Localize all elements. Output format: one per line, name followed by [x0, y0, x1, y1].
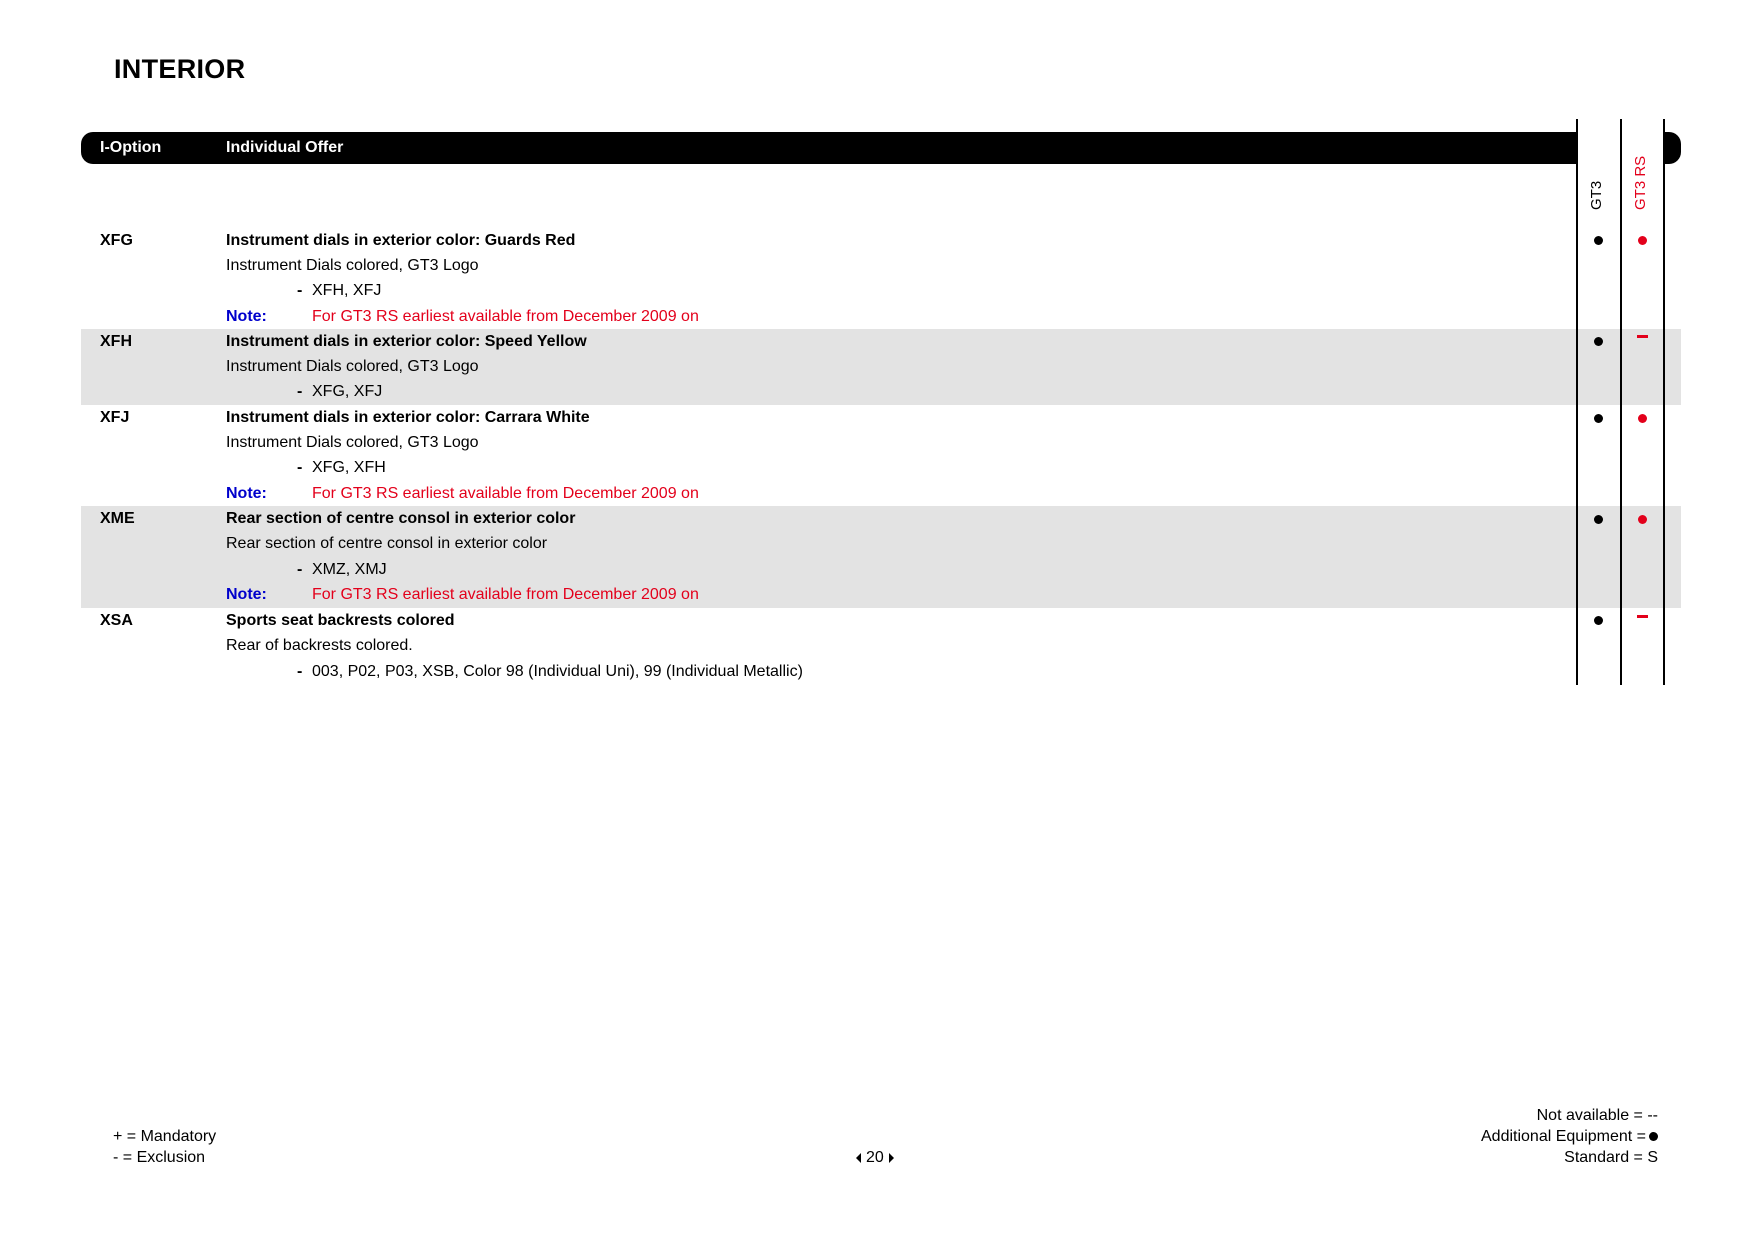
page-number: 20	[866, 1149, 884, 1166]
legend-exclusion: - = Exclusion	[113, 1149, 206, 1166]
option-title: Rear section of centre consol in exterior color	[226, 510, 576, 527]
option-exclusions: XMZ, XMJ	[312, 561, 387, 578]
legend-mandatory: + = Mandatory	[113, 1128, 217, 1145]
column-divider	[1576, 119, 1578, 685]
option-exclusions: XFG, XFJ	[312, 383, 383, 400]
next-page-icon[interactable]	[889, 1153, 894, 1163]
column-divider	[1620, 119, 1622, 685]
option-description: Rear section of centre consol in exterior color	[226, 535, 548, 552]
exclusion-marker: -	[297, 663, 303, 680]
option-row	[81, 228, 1681, 329]
page-title: INTERIOR	[114, 54, 246, 84]
option-exclusions: XFH, XFJ	[312, 282, 382, 299]
option-row	[81, 329, 1681, 405]
availability-dot-gt3	[1594, 414, 1603, 423]
option-exclusions: 003, P02, P03, XSB, Color 98 (Individual Uni), 99 (Individual Metallic)	[312, 663, 803, 680]
legend-left	[113, 1126, 216, 1168]
option-row	[81, 608, 1681, 685]
column-header-gt3: GT3	[1588, 180, 1605, 210]
exclusion-marker: -	[297, 383, 303, 400]
option-code: XFJ	[100, 409, 130, 426]
option-description: Instrument Dials colored, GT3 Logo	[226, 257, 479, 274]
legend-right	[1481, 1105, 1658, 1168]
option-title: Instrument dials in exterior color: Guards Red	[226, 232, 576, 249]
legend-standard: Standard = S	[1564, 1149, 1658, 1166]
option-row	[81, 405, 1681, 506]
option-code: XFH	[100, 333, 132, 350]
note-text: For GT3 RS earliest available from December 2009 on	[312, 485, 699, 502]
option-title: Instrument dials in exterior color: Carrara White	[226, 409, 590, 426]
note-label: Note:	[226, 586, 267, 603]
availability-dot-gt3	[1594, 236, 1603, 245]
option-description: Instrument Dials colored, GT3 Logo	[226, 434, 479, 451]
availability-dot-gt3rs	[1638, 414, 1647, 423]
legend-additional	[1481, 1126, 1658, 1147]
note-label: Note:	[226, 308, 267, 325]
column-divider	[1663, 119, 1665, 685]
option-description: Rear of backrests colored.	[226, 637, 413, 654]
availability-dot-gt3	[1594, 616, 1603, 625]
table-header-bar	[81, 132, 1681, 164]
option-exclusions: XFG, XFH	[312, 459, 386, 476]
previous-page-icon[interactable]	[856, 1153, 861, 1163]
availability-dot-gt3rs	[1638, 515, 1647, 524]
bullet-icon	[1649, 1132, 1658, 1141]
column-header-offer: Individual Offer	[226, 139, 344, 156]
legend-additional-label: Additional Equipment =	[1481, 1128, 1646, 1145]
not-available-mark-gt3rs	[1637, 615, 1648, 618]
availability-dot-gt3	[1594, 515, 1603, 524]
page-navigation	[856, 1149, 894, 1167]
option-title: Instrument dials in exterior color: Speed Yellow	[226, 333, 587, 350]
not-available-mark-gt3rs	[1637, 335, 1648, 338]
column-header-option: I-Option	[100, 139, 162, 156]
option-code: XME	[100, 510, 135, 527]
note-text: For GT3 RS earliest available from December 2009 on	[312, 308, 699, 325]
availability-dot-gt3	[1594, 337, 1603, 346]
exclusion-marker: -	[297, 282, 303, 299]
option-code: XSA	[100, 612, 133, 629]
option-title: Sports seat backrests colored	[226, 612, 455, 629]
option-code: XFG	[100, 232, 133, 249]
legend-not-available: Not available = --	[1536, 1107, 1658, 1124]
option-row	[81, 506, 1681, 608]
note-text: For GT3 RS earliest available from December 2009 on	[312, 586, 699, 603]
exclusion-marker: -	[297, 561, 303, 578]
column-header-gt3rs: GT3 RS	[1632, 155, 1649, 210]
availability-dot-gt3rs	[1638, 236, 1647, 245]
option-description: Instrument Dials colored, GT3 Logo	[226, 358, 479, 375]
note-label: Note:	[226, 485, 267, 502]
exclusion-marker: -	[297, 459, 303, 476]
